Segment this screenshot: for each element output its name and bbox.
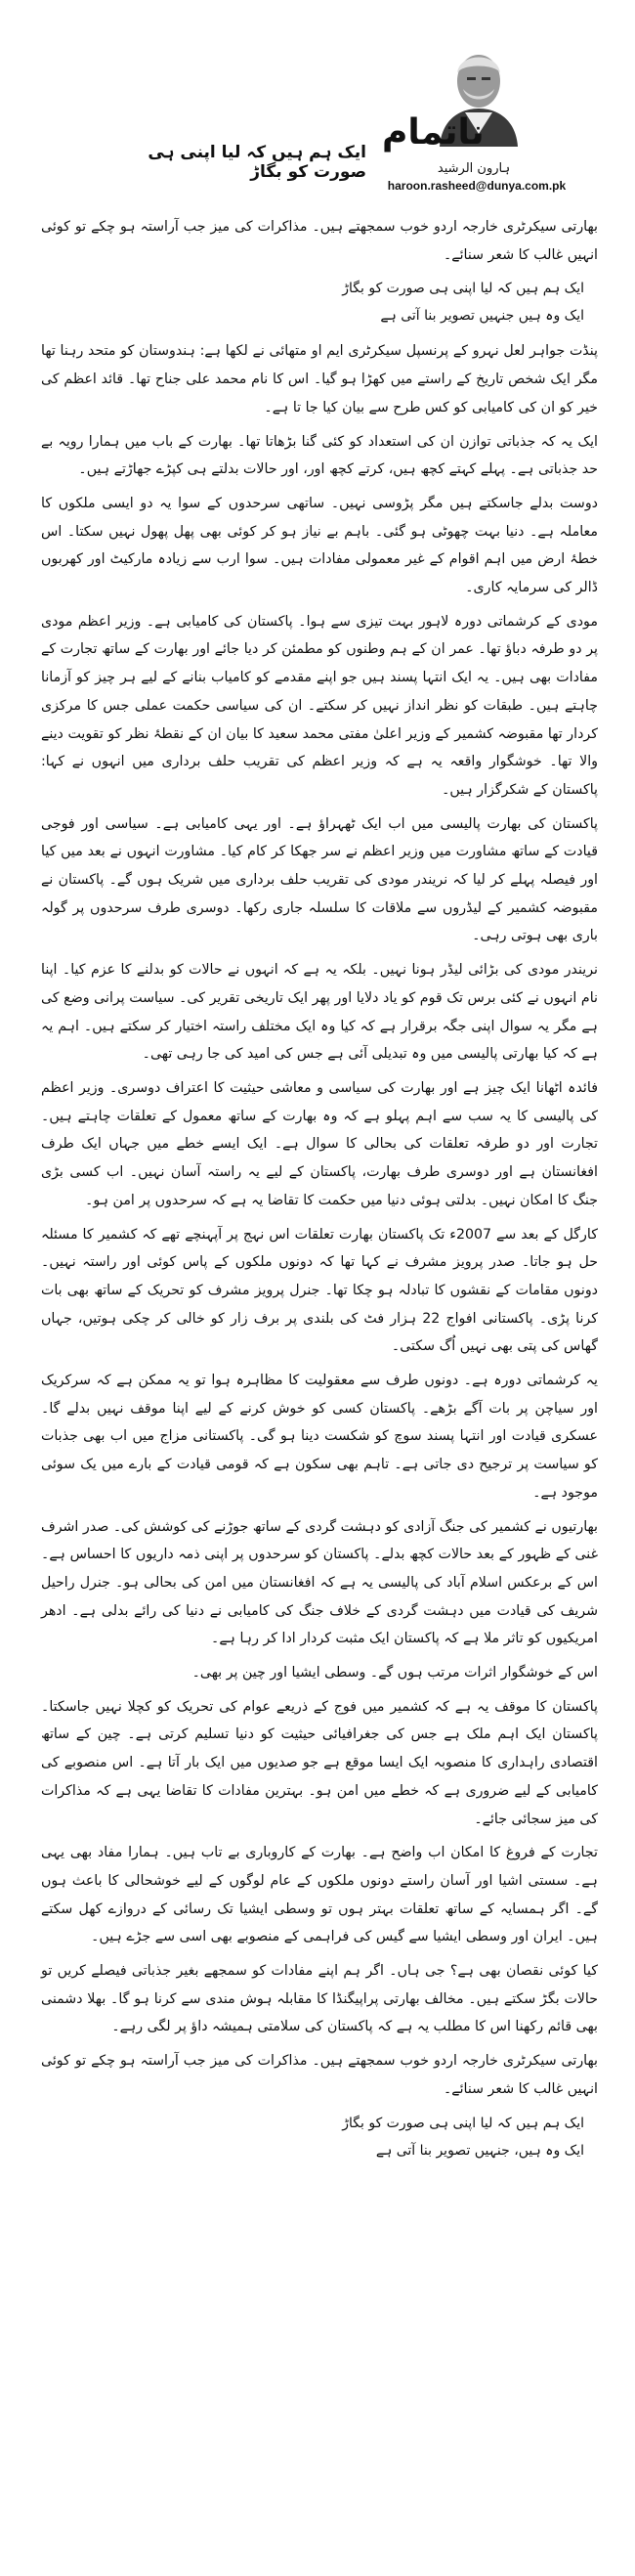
article-paragraph: بھارتیوں نے کشمیر کی جنگ آزادی کو دہشت گردی کے ساتھ جوڑنے کی کوشش کی۔ صدر اشرف غنی کے ظہور کے بعد حالات کچھ بدلے۔ پاکستان کو سرحدوں پر اپنی ذمہ داریوں کا احساس ہے۔ اس کے برعکس اسلام آباد کی پالیسی یہ ہے کہ افغانستان میں امن کی بحالی ہو۔ جنرل راحیل شریف کی قیادت میں دہشت گردی کے خلاف جنگ کی کامیابی نے دنیا کی رائے بدلی ہے۔ ادھر امریکیوں کو تاثر ملا ہے کہ پاکستان ایک مثبت کردار ادا کر رہا ہے۔ bbox=[41, 1518, 598, 1647]
article-paragraph: کیا کوئی نقصان بھی ہے؟ جی ہاں۔ اگر ہم اپنے مفادات کو سمجھے بغیر جذباتی فیصلے کریں تو حالات بگڑ سکتے ہیں۔ مخالف بھارتی پراپیگنڈا کا مقابلہ ہوش مندی سے کرنا ہو گا۔ بھلا دشمنی بھی قائم رکھنا اس کا مطلب یہ ہے کہ پاکستان کی سلامتی ہمیشہ داؤ پر لگی رہے۔ bbox=[41, 1963, 598, 2035]
article-body bbox=[41, 213, 598, 2172]
article-paragraph: پاکستان کی بھارت پالیسی میں اب ایک ٹھہراؤ ہے۔ اور یہی کامیابی ہے۔ سیاسی اور فوجی قیادت کے ساتھ مشاورت میں وزیر اعظم نے سر جھکا کر کام کیا۔ مشاورت انہوں نے بعد میں کیا اور فیصلہ پہلے کر لیا کہ نریندر مودی کی تقریب حلف برداری میں شریک ہوں گے۔ پاکستان نے مقبوضہ کشمیر کے لیڈروں سے ملاقات کا سلسلہ جاری رکھا۔ دوسری طرف سرحدوں پر گولہ باری بھی ہوتی رہی۔ bbox=[41, 815, 598, 944]
author-name: ہارون الرشید bbox=[437, 161, 511, 176]
verse-couplet-1 bbox=[41, 275, 598, 329]
article-outro: بھارتی سیکرٹری خارجہ اردو خوب سمجھتے ہیں۔ مذاکرات کی میز جب آراستہ ہو چکے تو کوئی انہیں غالب کا شعر سنائے۔ bbox=[41, 2053, 598, 2097]
article-intro: بھارتی سیکرٹری خارجہ اردو خوب سمجھتے ہیں۔ مذاکرات کی میز جب آراستہ ہو چکے تو کوئی انہیں غالب کا شعر سنائے۔ bbox=[41, 219, 598, 263]
article-paragraph: پنڈت جواہر لعل نہرو کے پرنسپل سیکرٹری ایم او متھائی نے لکھا ہے: ہندوستان کو متحد رہنا تھا مگر ایک شخص تاریخ کے راستے میں کھڑا ہو گیا۔ اس کا نام محمد علی جناح تھا۔ قائد اعظم کی خیر کو ان کی کامیابی کو کس طرح سے بیان کیا جا تا ہے۔ bbox=[41, 343, 598, 415]
article-paragraph: مودی کے کرشماتی دورہ لاہور بہت تیزی سے ہوا۔ پاکستان کی کامیابی ہے۔ وزیر اعظم مودی پر دو طرفہ دباؤ تھا۔ عمر ان کے ہم وطنوں کو مطمئن کر دیا جائے اور بھارت کے ساتھ تجارت کے مفادات بھی ہیں۔ یہ ایک انتہا پسند ہیں جو اپنے مقدمے کو کامیاب بنانے کے لیے ہر چیز کو آزمانا چاہتے ہیں۔ طبقات کو نظر انداز نہیں کر سکتے۔ ان کی سیاسی حکمت عملی جس کا مرکزی کردار تھا مقبوضہ کشمیر کے وزیر اعلیٰ مفتی محمد سعید کا بیان ان کے نقطۂ نظر کو تقویت دینے والا تھا۔ خوشگوار واقعہ یہ ہے کہ وزیر اعظم کی تقریب حلف برداری میں انہوں نے کہا: پاکستان کے شکرگزار ہیں۔ bbox=[41, 613, 598, 798]
author-email[interactable]: haroon.rasheed@dunya.com.pk bbox=[387, 179, 567, 193]
article-paragraph: اس کے خوشگوار اثرات مرتب ہوں گے۔ وسطی ایشیا اور چین پر بھی۔ bbox=[191, 1665, 598, 1681]
article-paragraph: دوست بدلے جاسکتے ہیں مگر پڑوسی نہیں۔ ساتھی سرحدوں کے سوا یہ دو ایسی ملکوں کا معاملہ ہے۔ دنیا بہت چھوٹی ہو گئی۔ باہم بے نیاز ہو کر کوئی بھی پھل پھول نہیں سکتا۔ اس خطۂ ارض میں اہم اقوام کے غیر معمولی مفادات ہیں۔ سوا ارب سے زیادہ مارکیٹ اور کھربوں ڈالر کی سرمایہ کاری۔ bbox=[41, 495, 598, 596]
article-paragraph: نریندر مودی کی بڑائی لیڈر ہونا نہیں۔ بلکہ یہ ہے کہ انہوں نے حالات کو بدلنے کا عزم کیا۔ اپنا نام انہوں نے کئی برس تک قوم کو یاد دلایا اور پھر ایک تاریخی تقریر کی۔ سیاست پرانی وضع کی ہے مگر یہ سوال اپنی جگہ برقرار ہے کہ کیا وہ ایک مختلف راستہ اختیار کر سکتے ہیں۔ اہم یہ ہے کہ کیا بھارتی پالیسی میں وہ تبدیلی آئی ہے جس کی امید کی جا رہی تھی۔ bbox=[41, 962, 598, 1063]
article-paragraph: یہ کرشماتی دورہ ہے۔ دونوں طرف سے معقولیت کا مظاہرہ ہوا تو یہ ممکن ہے کہ سرکریک اور سیاچن پر بات آگے بڑھے۔ پاکستان کسی کو خوش کرنے کے لیے اپنا موقف نہیں بدلے گا۔ عسکری قیادت اور انتہا پسند سوچ کو شکست دینا ہو گی۔ پاکستانی مزاج میں اب بھی جذبات کو سیاست پر ترجیح دی جاتی ہے۔ تاہم بھی سکون ہے کہ قومی قیادت کے بارے میں یک سوئی موجود ہے۔ bbox=[41, 1373, 598, 1501]
verse-line: ایک ہم ہیں کہ لیا اپنی ہی صورت کو بگاڑ bbox=[342, 281, 584, 297]
verse-line: ایک وہ ہیں جنہیں تصویر بنا آتی ہے bbox=[380, 308, 584, 325]
article-paragraph: کارگل کے بعد سے 2007ء تک پاکستان بھارت تعلقات اس نہج پر آپہنچے تھے کہ کشمیر کا مسئلہ حل ہو جاتا۔ صدر پرویز مشرف نے کہا تھا کہ دونوں ملکوں کے پاس کوئی اور راستہ نہیں۔ دونوں مقامات کے نقشوں کا تبادلہ ہو چکا تھا۔ جنرل پرویز مشرف کو تحریک کے ساتھ بھی بات کرنا پڑی۔ پاکستانی افواج 22 ہزار فٹ کی بلندی پر برف زار کو خالی کر چکی ہوتیں، جہاں گھاس کی پتی بھی نہیں اُگ سکتی۔ bbox=[41, 1226, 598, 1355]
article-paragraph: پاکستان کا موقف یہ ہے کہ کشمیر میں فوج کے ذریعے عوام کی تحریک کو کچلا نہیں جاسکتا۔ پاکستان ایک اہم ملک ہے جس کی جغرافیائی حیثیت کو دنیا تسلیم کرتی ہے۔ چین کے ساتھ اقتصادی راہداری کا منصوبہ ایک ایسا موقع ہے جو صدیوں میں ایک بار آتا ہے۔ اس منصوبے کی کامیابی کے لیے ضروری ہے کہ خطے میں امن ہو۔ بہترین مفادات کا تقاضا یہی ہے کہ مذاکرات کی میز سجائی جائے۔ bbox=[41, 1698, 598, 1827]
verse-line: ایک ہم ہیں کہ لیا اپنی ہی صورت کو بگاڑ bbox=[342, 2115, 584, 2131]
column-title: ناتمام bbox=[382, 112, 485, 153]
article-paragraph: فائدہ اٹھانا ایک چیز ہے اور بھارت کی سیاسی و معاشی حیثیت کا اعتراف دوسری۔ وزیر اعظم کی پالیسی کا یہ سب سے اہم پہلو ہے کہ وہ بھارت کے ساتھ معمول کے تعلقات چاہتے ہیں۔ تجارت اور دو طرفہ تعلقات کی بحالی کا سوال ہے۔ ایک ایسے خطے میں جہاں ایک طرف افغانستان ہے اور دوسری طرف بھارت، پاکستان کے لیے یہ راستہ آسان نہیں۔ اب کسی بڑی جنگ کا امکان نہیں۔ بدلتی ہوئی دنیا میں حکمت کا تقاضا یہ ہے کہ سرحدوں پر امن ہو۔ bbox=[41, 1079, 598, 1208]
verse-line: ایک وہ ہیں، جنہیں تصویر بنا آتی ہے bbox=[375, 2142, 584, 2159]
article-paragraph: ایک یہ کہ جذباتی توازن ان کی استعداد کو کئی گنا بڑھاتا تھا۔ بھارت کے باب میں ہمارا رویہ بے حد جذباتی ہے۔ پہلے کہتے کچھ ہیں، کرتے کچھ اور، اور حالات بدلتے ہی کپڑے جھاڑتے ہیں۔ bbox=[41, 433, 598, 478]
verse-couplet-2 bbox=[41, 2110, 598, 2164]
article-headline: ایک ہم ہیں کہ لیا اپنی ہی صورت کو بگاڑ bbox=[148, 143, 366, 182]
article-paragraph: تجارت کے فروغ کا امکان اب واضح ہے۔ بھارت کے کاروباری بے تاب ہیں۔ ہمارا مفاد بھی یہی ہے۔ سستی اشیا اور آسان راستے دونوں ملکوں کے عام لوگوں کے لیے خوشحالی کا باعث ہوں گے۔ اگر ہمسایہ کے ساتھ تعلقات بہتر ہوں تو وسطی ایشیا تک رسائی کے دروازے کھل سکتے ہیں۔ ایران اور وسطی ایشیا سے گیس کی فراہمی کے منصوبے بھی اسی سے جڑے ہیں۔ bbox=[41, 1845, 598, 1945]
column-header bbox=[0, 0, 635, 196]
